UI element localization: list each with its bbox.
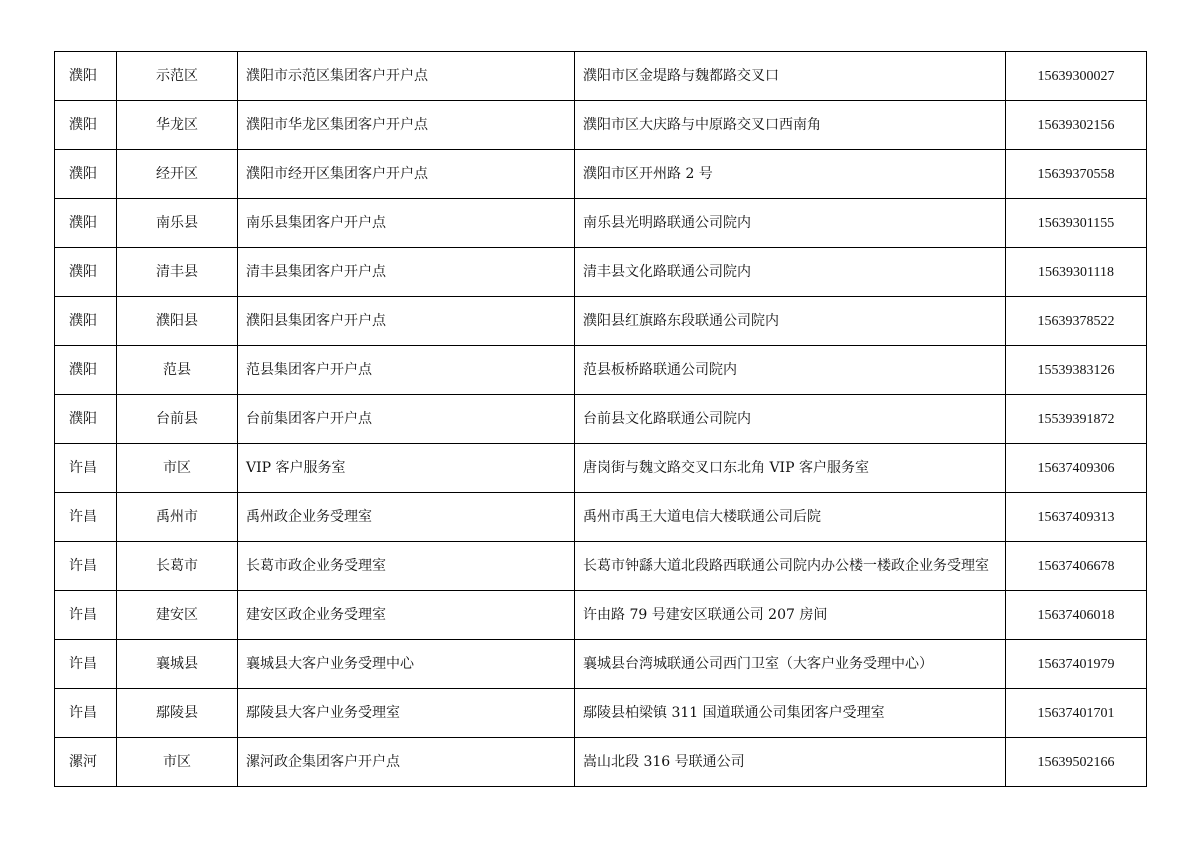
- district-cell: 长葛市: [117, 542, 238, 591]
- address-cell: 襄城县台湾城联通公司西门卫室（大客户业务受理中心）: [575, 640, 1006, 689]
- phone-cell: 15639301155: [1006, 199, 1147, 248]
- address-cell: 濮阳市区开州路 2 号: [575, 150, 1006, 199]
- district-cell: 濮阳县: [117, 297, 238, 346]
- table-body: [55, 52, 1147, 787]
- phone-cell: 15539383126: [1006, 346, 1147, 395]
- phone-cell: 15637406678: [1006, 542, 1147, 591]
- city-cell: 许昌: [55, 542, 117, 591]
- table-row: [55, 640, 1147, 689]
- city-cell: 许昌: [55, 444, 117, 493]
- address-cell: 禹州市禹王大道电信大楼联通公司后院: [575, 493, 1006, 542]
- table-row: [55, 150, 1147, 199]
- district-cell: 南乐县: [117, 199, 238, 248]
- address-cell: 许由路 79 号建安区联通公司 207 房间: [575, 591, 1006, 640]
- phone-cell: 15639370558: [1006, 150, 1147, 199]
- service-point-name-cell: 濮阳市华龙区集团客户开户点: [238, 101, 575, 150]
- district-cell: 鄢陵县: [117, 689, 238, 738]
- phone-cell: 15639300027: [1006, 52, 1147, 101]
- phone-cell: 15639502166: [1006, 738, 1147, 787]
- service-point-table: [54, 51, 1147, 787]
- service-point-name-cell: 台前集团客户开户点: [238, 395, 575, 444]
- district-cell: 经开区: [117, 150, 238, 199]
- service-point-name-cell: 南乐县集团客户开户点: [238, 199, 575, 248]
- table-row: [55, 444, 1147, 493]
- service-point-name-cell: 建安区政企业务受理室: [238, 591, 575, 640]
- city-cell: 濮阳: [55, 199, 117, 248]
- city-cell: 濮阳: [55, 395, 117, 444]
- address-cell: 鄢陵县柏梁镇 311 国道联通公司集团客户受理室: [575, 689, 1006, 738]
- district-cell: 市区: [117, 738, 238, 787]
- address-cell: 濮阳市区金堤路与魏都路交叉口: [575, 52, 1006, 101]
- phone-cell: 15637401701: [1006, 689, 1147, 738]
- district-cell: 华龙区: [117, 101, 238, 150]
- city-cell: 濮阳: [55, 297, 117, 346]
- city-cell: 濮阳: [55, 346, 117, 395]
- service-point-name-cell: 范县集团客户开户点: [238, 346, 575, 395]
- address-cell: 长葛市钟繇大道北段路西联通公司院内办公楼一楼政企业务受理室: [575, 542, 1006, 591]
- city-cell: 许昌: [55, 493, 117, 542]
- table-row: [55, 52, 1147, 101]
- service-point-name-cell: 鄢陵县大客户业务受理室: [238, 689, 575, 738]
- table-row: [55, 591, 1147, 640]
- phone-cell: 15639301118: [1006, 248, 1147, 297]
- phone-cell: 15639378522: [1006, 297, 1147, 346]
- city-cell: 濮阳: [55, 150, 117, 199]
- phone-cell: 15539391872: [1006, 395, 1147, 444]
- table-row: [55, 101, 1147, 150]
- district-cell: 范县: [117, 346, 238, 395]
- address-cell: 清丰县文化路联通公司院内: [575, 248, 1006, 297]
- address-cell: 范县板桥路联通公司院内: [575, 346, 1006, 395]
- city-cell: 濮阳: [55, 52, 117, 101]
- table-row: [55, 395, 1147, 444]
- service-point-name-cell: 襄城县大客户业务受理中心: [238, 640, 575, 689]
- table-row: [55, 689, 1147, 738]
- table-row: [55, 738, 1147, 787]
- table-row: [55, 493, 1147, 542]
- table-row: [55, 248, 1147, 297]
- address-cell: 唐岗街与魏文路交叉口东北角 VIP 客户服务室: [575, 444, 1006, 493]
- district-cell: 市区: [117, 444, 238, 493]
- service-point-name-cell: 长葛市政企业务受理室: [238, 542, 575, 591]
- service-point-name-cell: 濮阳县集团客户开户点: [238, 297, 575, 346]
- address-cell: 嵩山北段 316 号联通公司: [575, 738, 1006, 787]
- phone-cell: 15637409313: [1006, 493, 1147, 542]
- city-cell: 许昌: [55, 640, 117, 689]
- city-cell: 许昌: [55, 689, 117, 738]
- district-cell: 襄城县: [117, 640, 238, 689]
- district-cell: 台前县: [117, 395, 238, 444]
- service-point-name-cell: 清丰县集团客户开户点: [238, 248, 575, 297]
- table-row: [55, 542, 1147, 591]
- phone-cell: 15639302156: [1006, 101, 1147, 150]
- table-row: [55, 297, 1147, 346]
- service-point-name-cell: 禹州政企业务受理室: [238, 493, 575, 542]
- table-row: [55, 199, 1147, 248]
- district-cell: 清丰县: [117, 248, 238, 297]
- district-cell: 建安区: [117, 591, 238, 640]
- city-cell: 濮阳: [55, 101, 117, 150]
- address-cell: 濮阳县红旗路东段联通公司院内: [575, 297, 1006, 346]
- city-cell: 濮阳: [55, 248, 117, 297]
- service-point-name-cell: VIP 客户服务室: [238, 444, 575, 493]
- address-cell: 台前县文化路联通公司院内: [575, 395, 1006, 444]
- service-point-name-cell: 濮阳市示范区集团客户开户点: [238, 52, 575, 101]
- district-cell: 禹州市: [117, 493, 238, 542]
- service-point-name-cell: 漯河政企集团客户开户点: [238, 738, 575, 787]
- service-point-name-cell: 濮阳市经开区集团客户开户点: [238, 150, 575, 199]
- city-cell: 许昌: [55, 591, 117, 640]
- table-row: [55, 346, 1147, 395]
- phone-cell: 15637406018: [1006, 591, 1147, 640]
- phone-cell: 15637409306: [1006, 444, 1147, 493]
- phone-cell: 15637401979: [1006, 640, 1147, 689]
- city-cell: 漯河: [55, 738, 117, 787]
- address-cell: 濮阳市区大庆路与中原路交叉口西南角: [575, 101, 1006, 150]
- address-cell: 南乐县光明路联通公司院内: [575, 199, 1006, 248]
- district-cell: 示范区: [117, 52, 238, 101]
